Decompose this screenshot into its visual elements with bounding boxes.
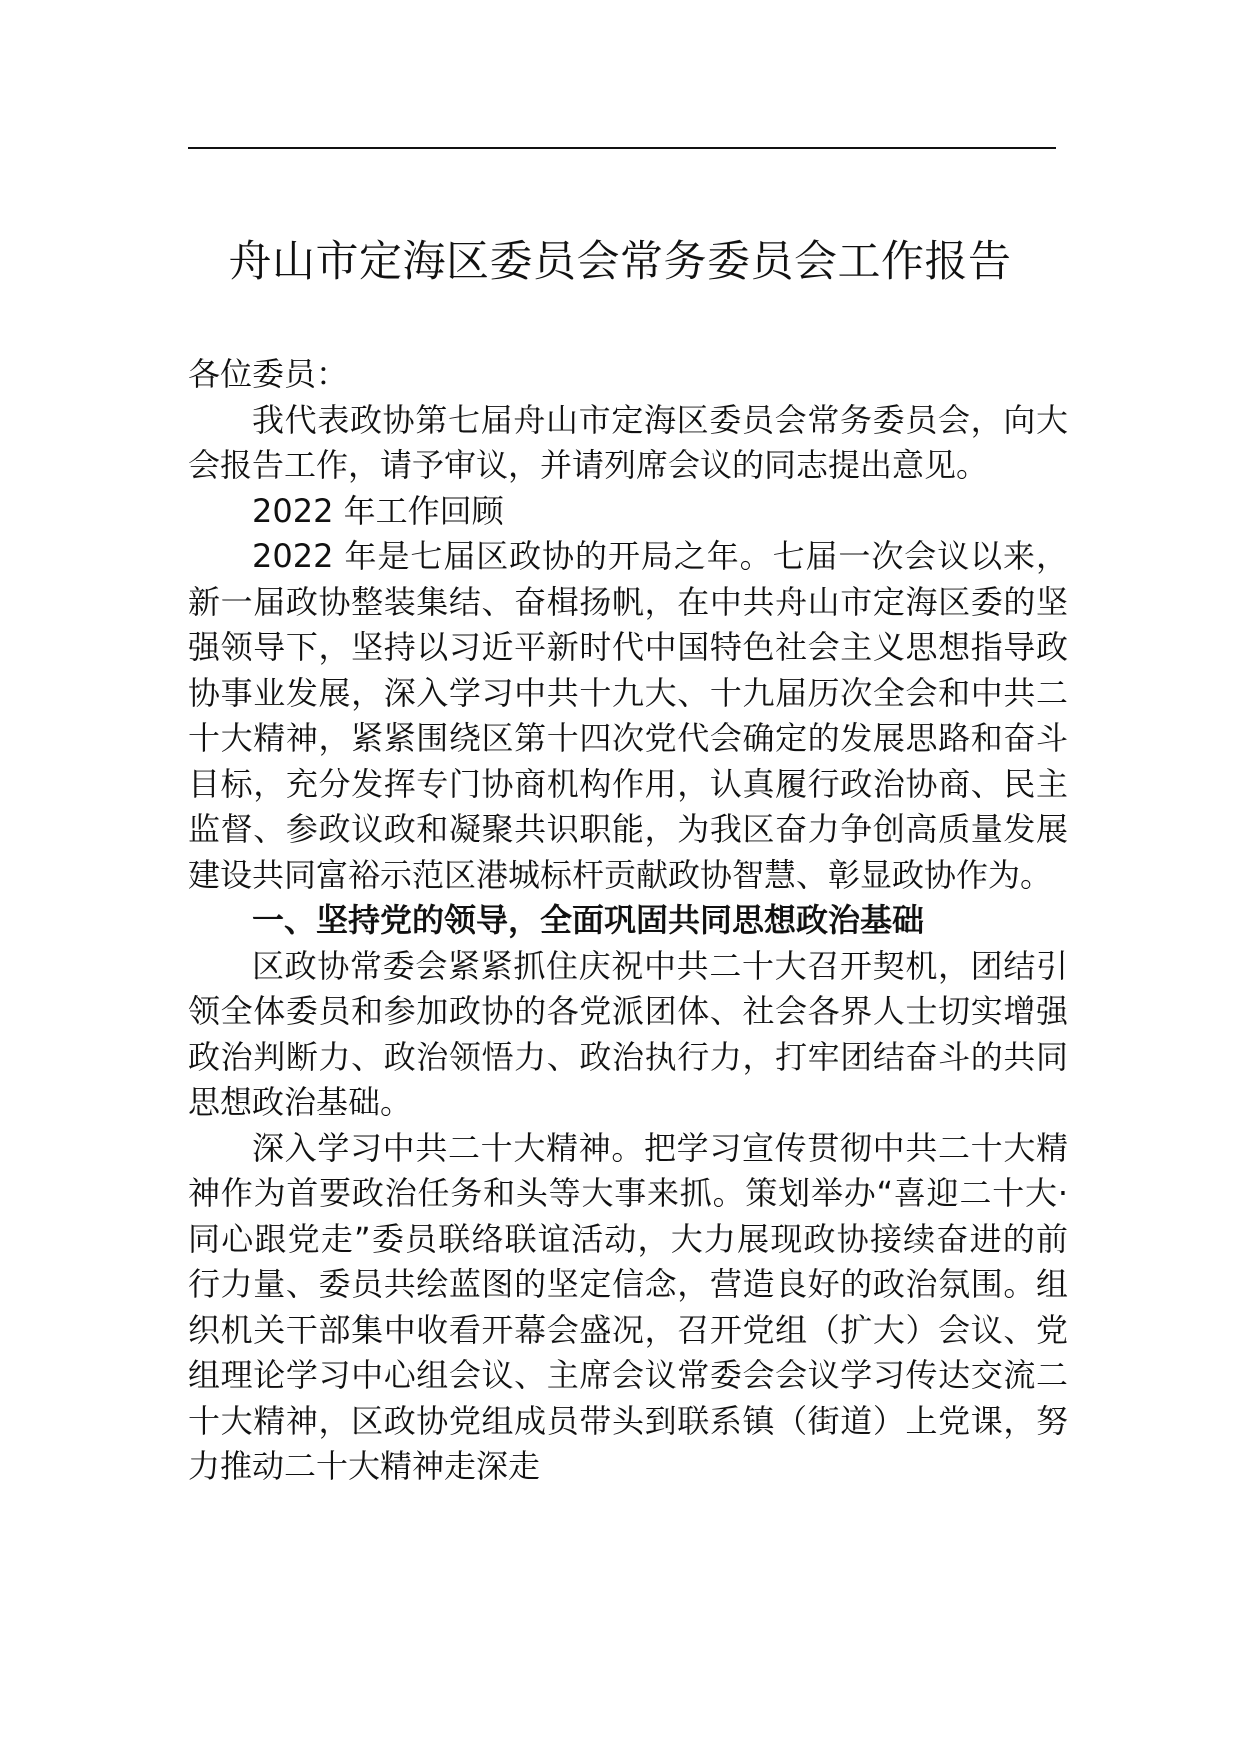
section-title-review: 2022 年工作回顾 [252, 491, 504, 530]
document-body [188, 352, 1068, 1490]
section-heading-1: 一、坚持党的领导，全面巩固共同思想政治基础 [252, 901, 925, 939]
opening-paragraph: 我代表政协第七届舟山市定海区委员会常务委员会，向大会报告工作，请予审议，并请列席会议的同志提出意见。 [188, 400, 1068, 484]
header-rule [188, 147, 1056, 149]
salutation: 各位委员： [188, 355, 349, 393]
review-paragraph: 2022 年是七届区政协的开局之年。七届一次会议以来，新一届政协整装集结、奋楫扬帆，在中共舟山市定海区委的坚强领导下，坚持以习近平新时代中国特色社会主义思想指导政协事业发展，深入学习中共十九大、十九届历次全会和中共二十大精神，紧紧围绕区第十四次党代会确定的发展思路和奋斗目标，充分发挥专门协商机构作用，认真履行政治协商、民主监督、参政议政和凝聚共识职能，为我区奋力争创高质量发展建设共同富裕示范区港城标杆贡献政协智慧、彰显政协作为。 [188, 537, 1068, 894]
section-1-paragraph-1: 区政协常委会紧紧抓住庆祝中共二十大召开契机，团结引领全体委员和参加政协的各党派团体、社会各界人士切实增强政治判断力、政治领悟力、政治执行力，打牢团结奋斗的共同思想政治基础。 [188, 946, 1068, 1121]
document-title: 舟山市定海区委员会常务委员会工作报告 [228, 237, 1012, 287]
section-1-paragraph-2: 深入学习中共二十大精神。把学习宣传贯彻中共二十大精神作为首要政治任务和头等大事来抓。策划举办“喜迎二十大·同心跟党走”委员联络联谊活动，大力展现政协接续奋进的前行力量、委员共绘蓝图的坚定信念，营造良好的政治氛围。组织机关干部集中收看开幕会盛况，召开党组（扩大）会议、党组理论学习中心组会议、主席会议常委会会议学习传达交流二十大精神，区政协党组成员带头到联系镇（街道）上党课，努力推动二十大精神走深走 [188, 1128, 1068, 1485]
